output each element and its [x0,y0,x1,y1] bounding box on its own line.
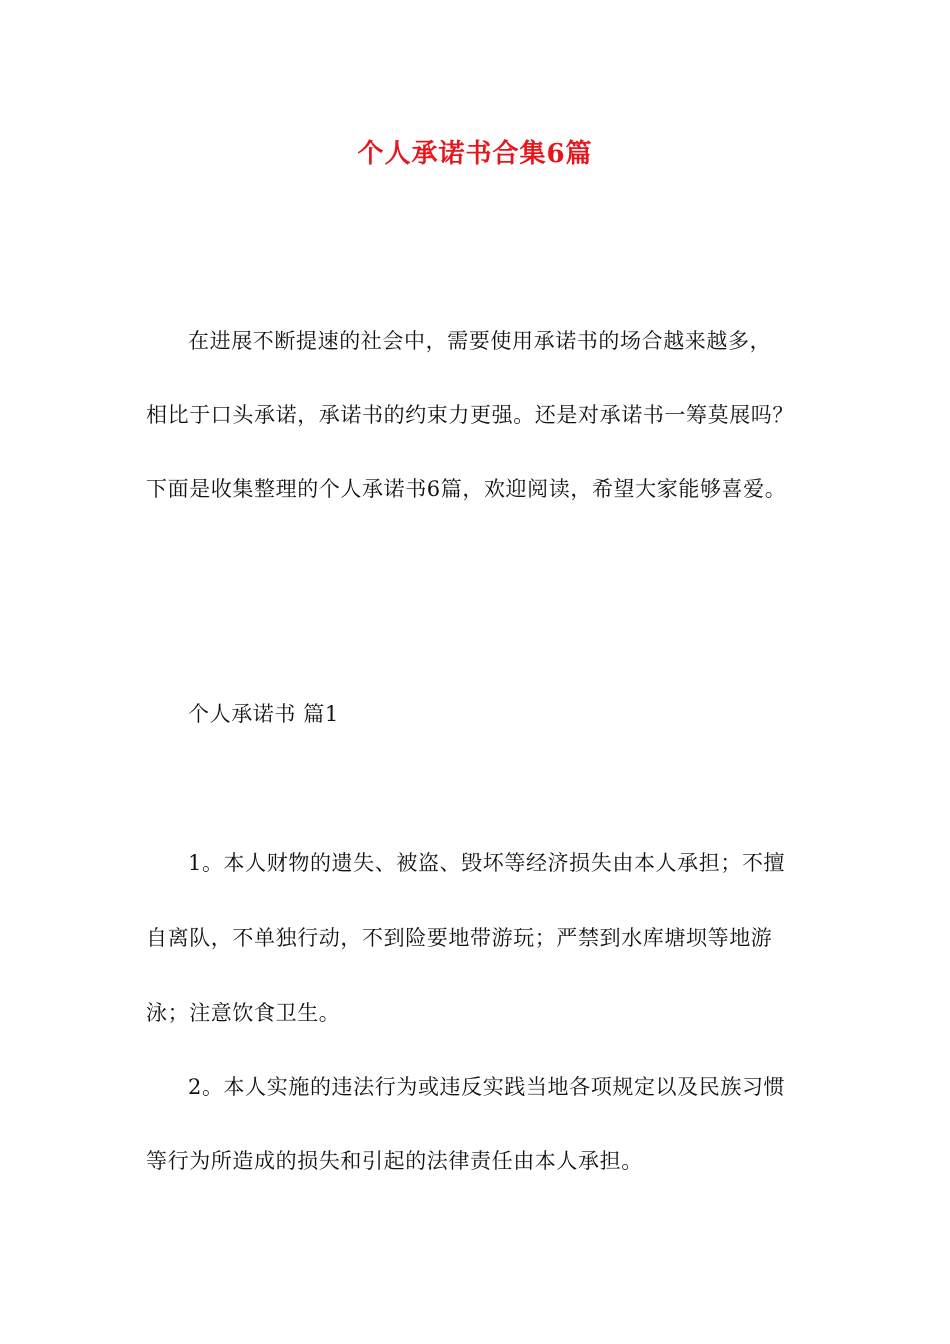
item1-line-3: 泳；注意饮食卫生。 [146,1001,341,1025]
document-title: 个人承诺书合集6篇 [357,139,593,169]
item1-line-1: 1。本人财物的遗失、被盗、毁坏等经济损失由本人承担；不擅 [188,851,786,875]
intro-line-2: 相比于口头承诺，承诺书的约束力更强。还是对承诺书一筹莫展吗？ [146,403,794,427]
intro-line-1: 在进展不断提速的社会中，需要使用承诺书的场合越来越多， [188,329,772,353]
intro-line-3: 下面是收集整理的个人承诺书6篇，欢迎阅读，希望大家能够喜爱。 [146,477,787,501]
item2-line-1: 2。本人实施的违法行为或违反实践当地各项规定以及民族习惯 [188,1075,786,1099]
item1-line-2: 自离队，不单独行动，不到险要地带游玩；严禁到水库塘坝等地游 [146,926,773,950]
section-heading: 个人承诺书 篇1 [188,702,339,726]
item2-line-2: 等行为所造成的损失和引起的法律责任由本人承担。 [146,1149,643,1173]
